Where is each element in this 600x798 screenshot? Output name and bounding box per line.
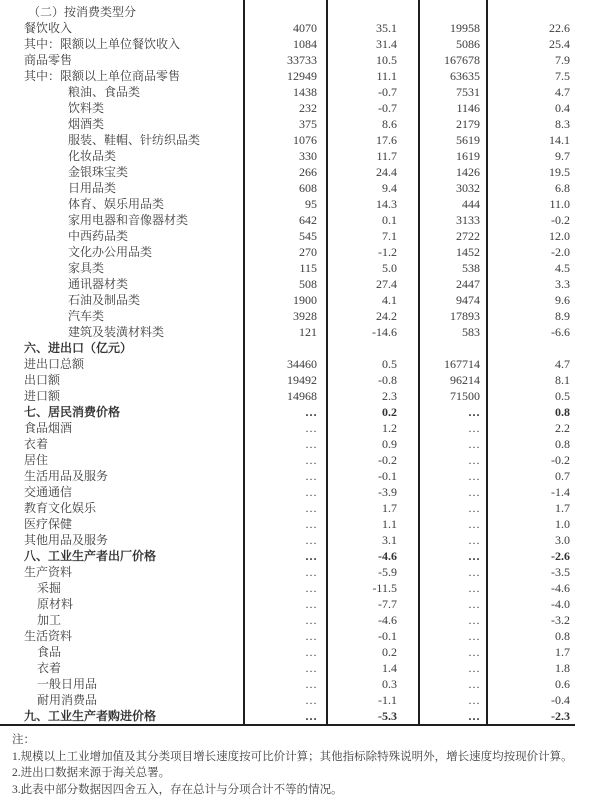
cell-value: 1.7 xyxy=(555,501,570,515)
cell-value: 3133 xyxy=(420,212,488,228)
cell-value: 95 xyxy=(245,196,328,212)
cell-value: 8.9 xyxy=(555,309,570,323)
cell-value: 545 xyxy=(245,228,328,244)
row-label: 生活用品及服务 xyxy=(0,468,245,484)
row-label: 一般日用品 xyxy=(0,676,245,692)
cell-value: -0.2 xyxy=(551,453,570,467)
cell-value: 167678 xyxy=(420,52,488,68)
table-row xyxy=(0,372,575,388)
table-row xyxy=(0,532,575,548)
cell-value: -2.0 xyxy=(551,245,570,259)
cell-value: 0.2 xyxy=(328,404,420,420)
cell-value: -1.4 xyxy=(551,485,570,499)
cell-value: 25.4 xyxy=(549,37,570,51)
cell-value: … xyxy=(245,516,328,532)
cell-value: 0.7 xyxy=(555,469,570,483)
cell-value: 19492 xyxy=(245,372,328,388)
cell-value: 538 xyxy=(420,260,488,276)
cell-value: -11.5 xyxy=(328,580,420,596)
table-row xyxy=(0,36,575,52)
cell-value: 63635 xyxy=(420,68,488,84)
footnote-title: 注： xyxy=(12,734,35,746)
cell-value: -1.1 xyxy=(328,692,420,708)
cell-value: 0.9 xyxy=(328,436,420,452)
cell-value: 24.2 xyxy=(328,308,420,324)
table-row xyxy=(0,228,575,244)
table-row xyxy=(0,164,575,180)
footnote-line: 3.此表中部分数据因四舍五入，存在总计与分项合计不等的情况。 xyxy=(12,783,343,796)
cell-value: -0.7 xyxy=(328,100,420,116)
cell-value: -0.2 xyxy=(551,213,570,227)
cell-value: 7.5 xyxy=(555,69,570,83)
cell-value: 583 xyxy=(420,324,488,340)
cell-value: 7.1 xyxy=(328,228,420,244)
row-label: 粮油、食品类 xyxy=(0,84,245,100)
cell-value: -14.6 xyxy=(328,324,420,340)
row-label: 文化办公用品类 xyxy=(0,244,245,260)
row-label: 石油及制品类 xyxy=(0,292,245,308)
row-label: 汽车类 xyxy=(0,308,245,324)
table-row xyxy=(0,340,575,356)
cell-value xyxy=(420,340,488,356)
cell-value: 8.3 xyxy=(555,117,570,131)
row-label: 生产资料 xyxy=(0,564,245,580)
cell-value: 11.0 xyxy=(549,197,570,211)
table-body xyxy=(0,4,575,724)
table-row xyxy=(0,244,575,260)
table-row xyxy=(0,516,575,532)
row-label: 通讯器材类 xyxy=(0,276,245,292)
cell-value: 1.4 xyxy=(328,660,420,676)
cell-value: … xyxy=(420,692,488,708)
cell-value: 19958 xyxy=(420,20,488,36)
cell-value: 12.0 xyxy=(549,229,570,243)
row-label: 衣着 xyxy=(0,660,245,676)
cell-value: … xyxy=(245,484,328,500)
footnote-line: 1.规模以上工业增加值及其分类项目增长速度按可比价计算；其他指标除特殊说明外，增长速度均按现价计算。 xyxy=(12,750,573,763)
cell-value: … xyxy=(245,404,328,420)
cell-value xyxy=(488,340,575,356)
cell-value: … xyxy=(420,436,488,452)
cell-value: 17893 xyxy=(420,308,488,324)
cell-value: 167714 xyxy=(420,356,488,372)
cell-value: … xyxy=(245,596,328,612)
cell-value: 71500 xyxy=(420,388,488,404)
cell-value: … xyxy=(245,468,328,484)
cell-value: 0.8 xyxy=(555,405,570,419)
cell-value: … xyxy=(420,564,488,580)
cell-value: 7.9 xyxy=(555,53,570,67)
cell-value: … xyxy=(420,708,488,724)
cell-value: … xyxy=(420,548,488,564)
cell-value xyxy=(328,340,420,356)
cell-value: … xyxy=(245,580,328,596)
cell-value: 0.8 xyxy=(555,629,570,643)
cell-value: -2.6 xyxy=(551,549,570,563)
cell-value: 2.3 xyxy=(328,388,420,404)
table-row xyxy=(0,212,575,228)
table-row xyxy=(0,132,575,148)
table-row xyxy=(0,356,575,372)
cell-value: … xyxy=(245,660,328,676)
cell-value: 4.7 xyxy=(555,85,570,99)
cell-value: … xyxy=(420,420,488,436)
cell-value: 1146 xyxy=(420,100,488,116)
row-label: 九、工业生产者购进价格 xyxy=(0,708,245,724)
cell-value: 2179 xyxy=(420,116,488,132)
cell-value: 1.7 xyxy=(555,645,570,659)
cell-value: … xyxy=(420,404,488,420)
cell-value: 266 xyxy=(245,164,328,180)
cell-value: -5.3 xyxy=(328,708,420,724)
cell-value xyxy=(420,4,488,20)
cell-value: -0.4 xyxy=(551,693,570,707)
table-row xyxy=(0,468,575,484)
cell-value: … xyxy=(245,708,328,724)
cell-value: 9.7 xyxy=(555,149,570,163)
cell-value: -0.7 xyxy=(328,84,420,100)
cell-value: … xyxy=(245,548,328,564)
cell-value: 3928 xyxy=(245,308,328,324)
cell-value: 35.1 xyxy=(328,20,420,36)
cell-value: 444 xyxy=(420,196,488,212)
table-row xyxy=(0,596,575,612)
cell-value: 1.0 xyxy=(555,517,570,531)
cell-value: … xyxy=(245,500,328,516)
cell-value: -3.2 xyxy=(551,613,570,627)
cell-value: 6.8 xyxy=(555,181,570,195)
row-label: 化妆品类 xyxy=(0,148,245,164)
table-row xyxy=(0,660,575,676)
cell-value: 14.1 xyxy=(549,133,570,147)
cell-value: 1.2 xyxy=(328,420,420,436)
row-label: 金银珠宝类 xyxy=(0,164,245,180)
cell-value: 0.1 xyxy=(328,212,420,228)
cell-value: 0.5 xyxy=(328,356,420,372)
cell-value: 10.5 xyxy=(328,52,420,68)
cell-value: 2447 xyxy=(420,276,488,292)
table-row xyxy=(0,68,575,84)
cell-value: 2.2 xyxy=(555,421,570,435)
cell-value: … xyxy=(245,644,328,660)
cell-value: -2.3 xyxy=(551,709,570,723)
cell-value: 1452 xyxy=(420,244,488,260)
row-label: 日用品类 xyxy=(0,180,245,196)
cell-value: 0.3 xyxy=(328,676,420,692)
cell-value: 1.1 xyxy=(328,516,420,532)
row-label: 八、工业生产者出厂价格 xyxy=(0,548,245,564)
row-label: 加工 xyxy=(0,612,245,628)
table-row xyxy=(0,548,575,564)
cell-value: 642 xyxy=(245,212,328,228)
cell-value: 1.7 xyxy=(328,500,420,516)
cell-value: … xyxy=(245,564,328,580)
cell-value: 508 xyxy=(245,276,328,292)
cell-value xyxy=(245,340,328,356)
cell-value: 12949 xyxy=(245,68,328,84)
cell-value: … xyxy=(420,516,488,532)
cell-value: 1438 xyxy=(245,84,328,100)
cell-value: … xyxy=(420,532,488,548)
row-label: 服装、鞋帽、针纺织品类 xyxy=(0,132,245,148)
table-row xyxy=(0,692,575,708)
footnotes xyxy=(12,732,600,798)
cell-value: 3032 xyxy=(420,180,488,196)
cell-value: … xyxy=(245,676,328,692)
row-label: 其中：限额以上单位餐饮收入 xyxy=(0,36,245,52)
cell-value: -4.6 xyxy=(551,581,570,595)
cell-value: -4.0 xyxy=(551,597,570,611)
cell-value: … xyxy=(420,660,488,676)
cell-value: 22.6 xyxy=(549,21,570,35)
row-label: 居住 xyxy=(0,452,245,468)
cell-value: … xyxy=(245,436,328,452)
table-row xyxy=(0,84,575,100)
cell-value: 8.1 xyxy=(555,373,570,387)
row-label: 进出口总额 xyxy=(0,356,245,372)
cell-value: 34460 xyxy=(245,356,328,372)
row-label: 中西药品类 xyxy=(0,228,245,244)
cell-value: 115 xyxy=(245,260,328,276)
cell-value: -6.6 xyxy=(551,325,570,339)
cell-value: 4.1 xyxy=(328,292,420,308)
row-label: 体育、娱乐用品类 xyxy=(0,196,245,212)
cell-value: … xyxy=(245,628,328,644)
cell-value: … xyxy=(245,692,328,708)
cell-value: … xyxy=(420,500,488,516)
table-row xyxy=(0,436,575,452)
cell-value: 7531 xyxy=(420,84,488,100)
row-label: 六、进出口（亿元） xyxy=(0,340,245,356)
footnote-line: 2.进出口数据来源于海关总署。 xyxy=(12,767,171,779)
table-row xyxy=(0,52,575,68)
table-row xyxy=(0,500,575,516)
row-label: 原材料 xyxy=(0,596,245,612)
row-label: 七、居民消费价格 xyxy=(0,404,245,420)
cell-value: … xyxy=(420,484,488,500)
row-label: 医疗保健 xyxy=(0,516,245,532)
cell-value: … xyxy=(420,612,488,628)
cell-value: 27.4 xyxy=(328,276,420,292)
cell-value: 1619 xyxy=(420,148,488,164)
cell-value: … xyxy=(245,532,328,548)
table-row xyxy=(0,564,575,580)
cell-value: 232 xyxy=(245,100,328,116)
row-label: 采掘 xyxy=(0,580,245,596)
cell-value: 3.1 xyxy=(328,532,420,548)
cell-value: 0.8 xyxy=(555,437,570,451)
cell-value: 0.5 xyxy=(555,389,570,403)
cell-value xyxy=(488,4,575,20)
table-row xyxy=(0,324,575,340)
row-label: 教育文化娱乐 xyxy=(0,500,245,516)
table-row xyxy=(0,676,575,692)
table-row xyxy=(0,628,575,644)
row-label: 家具类 xyxy=(0,260,245,276)
cell-value: 1076 xyxy=(245,132,328,148)
cell-value: 96214 xyxy=(420,372,488,388)
table-row xyxy=(0,100,575,116)
cell-value: 0.2 xyxy=(328,644,420,660)
table-row xyxy=(0,388,575,404)
table-row xyxy=(0,404,575,420)
table-row xyxy=(0,580,575,596)
cell-value: -5.9 xyxy=(328,564,420,580)
cell-value: … xyxy=(420,676,488,692)
cell-value: 14.3 xyxy=(328,196,420,212)
table-row xyxy=(0,180,575,196)
cell-value: … xyxy=(420,596,488,612)
table-row xyxy=(0,308,575,324)
row-label: 其他用品及服务 xyxy=(0,532,245,548)
cell-value: 5619 xyxy=(420,132,488,148)
cell-value: -0.2 xyxy=(328,452,420,468)
row-label: 烟酒类 xyxy=(0,116,245,132)
cell-value: -4.6 xyxy=(328,548,420,564)
cell-value: 3.3 xyxy=(555,277,570,291)
cell-value: -7.7 xyxy=(328,596,420,612)
table-row xyxy=(0,4,575,20)
cell-value: 375 xyxy=(245,116,328,132)
table-row xyxy=(0,148,575,164)
row-label: 建筑及装潢材料类 xyxy=(0,324,245,340)
row-label: 家用电器和音像器材类 xyxy=(0,212,245,228)
cell-value: … xyxy=(420,468,488,484)
cell-value: 121 xyxy=(245,324,328,340)
table-row xyxy=(0,260,575,276)
cell-value: 24.4 xyxy=(328,164,420,180)
cell-value: 4.7 xyxy=(555,357,570,371)
cell-value: 33733 xyxy=(245,52,328,68)
cell-value: -3.9 xyxy=(328,484,420,500)
row-label: 食品烟酒 xyxy=(0,420,245,436)
cell-value: 5086 xyxy=(420,36,488,52)
cell-value: 17.6 xyxy=(328,132,420,148)
cell-value: -0.1 xyxy=(328,468,420,484)
cell-value: 9.4 xyxy=(328,180,420,196)
cell-value: 270 xyxy=(245,244,328,260)
cell-value: … xyxy=(245,612,328,628)
row-label: 饮料类 xyxy=(0,100,245,116)
cell-value: 330 xyxy=(245,148,328,164)
cell-value: 1900 xyxy=(245,292,328,308)
cell-value: 1084 xyxy=(245,36,328,52)
table-row xyxy=(0,276,575,292)
cell-value xyxy=(328,4,420,20)
cell-value: 608 xyxy=(245,180,328,196)
cell-value: 14968 xyxy=(245,388,328,404)
row-label: 商品零售 xyxy=(0,52,245,68)
cell-value: 9474 xyxy=(420,292,488,308)
table-row xyxy=(0,452,575,468)
cell-value: … xyxy=(245,420,328,436)
cell-value: 8.6 xyxy=(328,116,420,132)
cell-value: 4.5 xyxy=(555,261,570,275)
row-label: 耐用消费品 xyxy=(0,692,245,708)
cell-value: … xyxy=(420,628,488,644)
cell-value: … xyxy=(420,580,488,596)
cell-value: -4.6 xyxy=(328,612,420,628)
cell-value: -0.1 xyxy=(328,628,420,644)
table-row xyxy=(0,116,575,132)
row-label: 交通通信 xyxy=(0,484,245,500)
cell-value: -1.2 xyxy=(328,244,420,260)
cell-value: 1.8 xyxy=(555,661,570,675)
cell-value: 5.0 xyxy=(328,260,420,276)
cell-value: 4070 xyxy=(245,20,328,36)
cell-value: … xyxy=(420,452,488,468)
table-row xyxy=(0,420,575,436)
cell-value: 2722 xyxy=(420,228,488,244)
table-row xyxy=(0,292,575,308)
cell-value: 1426 xyxy=(420,164,488,180)
cell-value: 11.1 xyxy=(328,68,420,84)
table-row xyxy=(0,708,575,724)
cell-value: … xyxy=(420,644,488,660)
row-label: 食品 xyxy=(0,644,245,660)
row-label: （二）按消费类型分 xyxy=(0,4,245,20)
cell-value: 0.4 xyxy=(555,101,570,115)
table-row xyxy=(0,644,575,660)
row-label: 进口额 xyxy=(0,388,245,404)
table-row xyxy=(0,20,575,36)
row-label: 餐饮收入 xyxy=(0,20,245,36)
cell-value: 0.6 xyxy=(555,677,570,691)
row-label: 其中：限额以上单位商品零售 xyxy=(0,68,245,84)
cell-value: 11.7 xyxy=(328,148,420,164)
cell-value: -3.5 xyxy=(551,565,570,579)
row-label: 生活资料 xyxy=(0,628,245,644)
cell-value: … xyxy=(245,452,328,468)
table-row xyxy=(0,612,575,628)
cell-value xyxy=(245,4,328,20)
cell-value: 19.5 xyxy=(549,165,570,179)
cell-value: -0.8 xyxy=(328,372,420,388)
row-label: 出口额 xyxy=(0,372,245,388)
cell-value: 31.4 xyxy=(328,36,420,52)
table-row xyxy=(0,484,575,500)
row-label: 衣着 xyxy=(0,436,245,452)
cell-value: 9.6 xyxy=(555,293,570,307)
cell-value: 3.0 xyxy=(555,533,570,547)
table-row xyxy=(0,196,575,212)
